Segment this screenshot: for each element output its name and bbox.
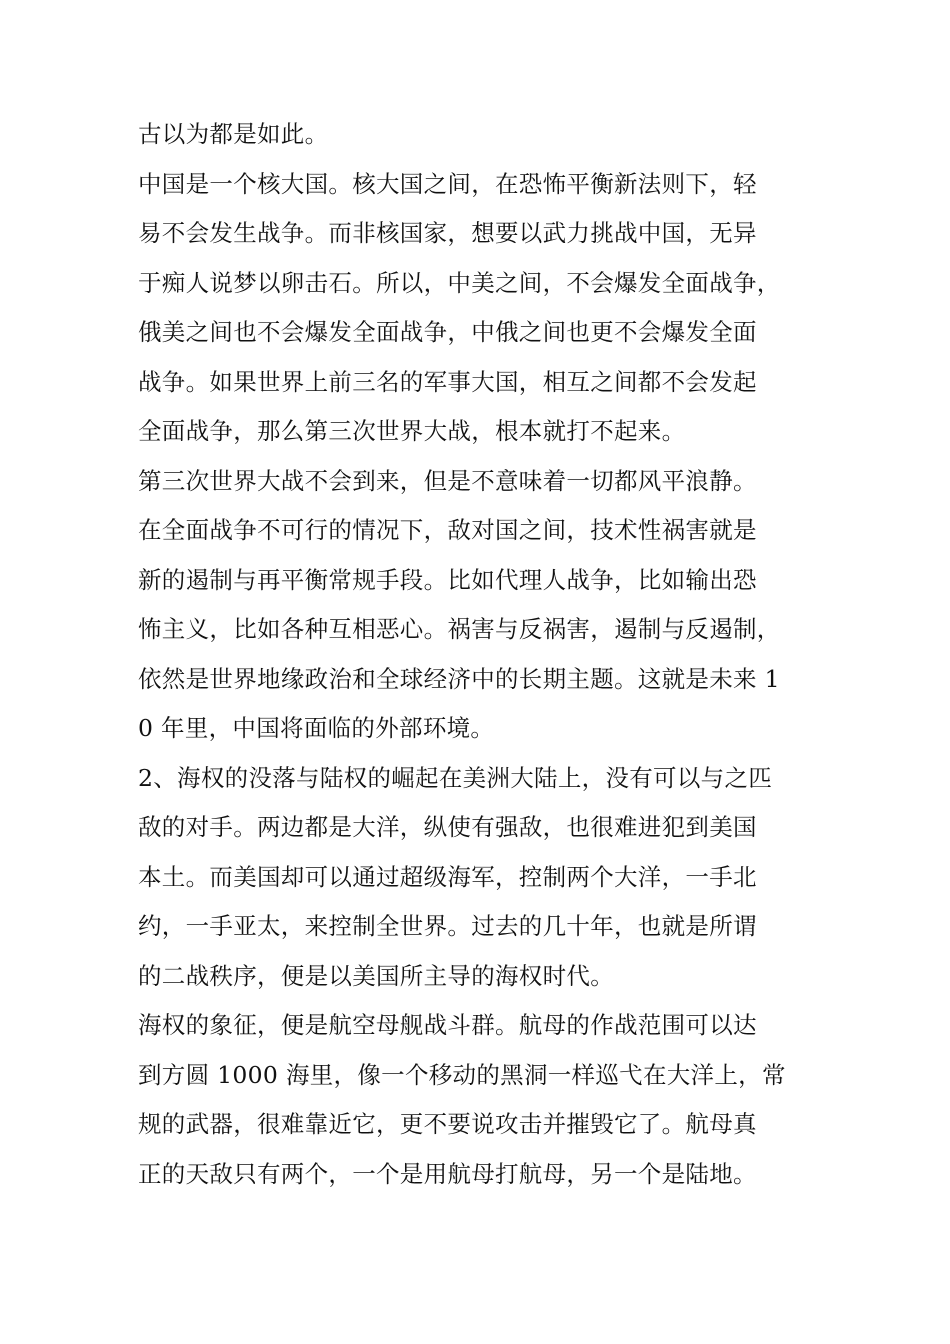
document-body (138, 110, 818, 1199)
text-line: 正的天敌只有两个，一个是用航母打航母，另一个是陆地。 (138, 1159, 757, 1188)
text-line: 战争。如果世界上前三名的军事大国，相互之间都不会发起 (138, 367, 757, 396)
text-line: 0 年里，中国将面临的外部环境。 (138, 714, 495, 742)
text-line: 在全面战争不可行的情况下，敌对国之间，技术性祸害就是 (138, 516, 757, 544)
text-line: 古以为都是如此。 (138, 120, 329, 148)
text-line: 俄美之间也不会爆发全面战争，中俄之间也更不会爆发全面 (138, 318, 757, 346)
text-line: 怖主义，比如各种互相恶心。祸害与反祸害，遏制与反遏制， (138, 615, 781, 643)
text-line: 中国是一个核大国。核大国之间，在恐怖平衡新法则下，轻 (138, 169, 757, 198)
text-line: 到方圆 1000 海里，像一个移动的黑洞一样巡弋在大洋上，常 (138, 1060, 786, 1089)
text-line: 规的武器，很难靠近它，更不要说攻击并摧毁它了。航母真 (138, 1110, 757, 1138)
text-line: 敌的对手。两边都是大洋，纵使有强敌，也很难进犯到美国 (138, 813, 757, 841)
text-line: 依然是世界地缘政治和全球经济中的长期主题。这就是未来 1 (138, 664, 780, 693)
text-line: 新的遏制与再平衡常规手段。比如代理人战争，比如输出恐 (138, 565, 757, 594)
text-line: 第三次世界大战不会到来，但是不意味着一切都风平浪静。 (138, 466, 757, 495)
text-line: 全面战争，那么第三次世界大战，根本就打不起来。 (138, 417, 686, 445)
text-line: 2、海权的没落与陆权的崛起在美洲大陆上，没有可以与之匹 (138, 763, 773, 792)
text-line: 海权的象征，便是航空母舰战斗群。航母的作战范围可以达 (138, 1011, 757, 1039)
text-line: 于痴人说梦以卵击石。所以，中美之间，不会爆发全面战争， (138, 268, 781, 297)
text-line: 本土。而美国却可以通过超级海军，控制两个大洋，一手北 (138, 862, 757, 891)
text-line: 约，一手亚太，来控制全世界。过去的几十年，也就是所谓 (138, 912, 757, 940)
text-line: 易不会发生战争。而非核国家，想要以武力挑战中国，无异 (138, 219, 757, 247)
text-line: 的二战秩序，便是以美国所主导的海权时代。 (138, 961, 614, 990)
